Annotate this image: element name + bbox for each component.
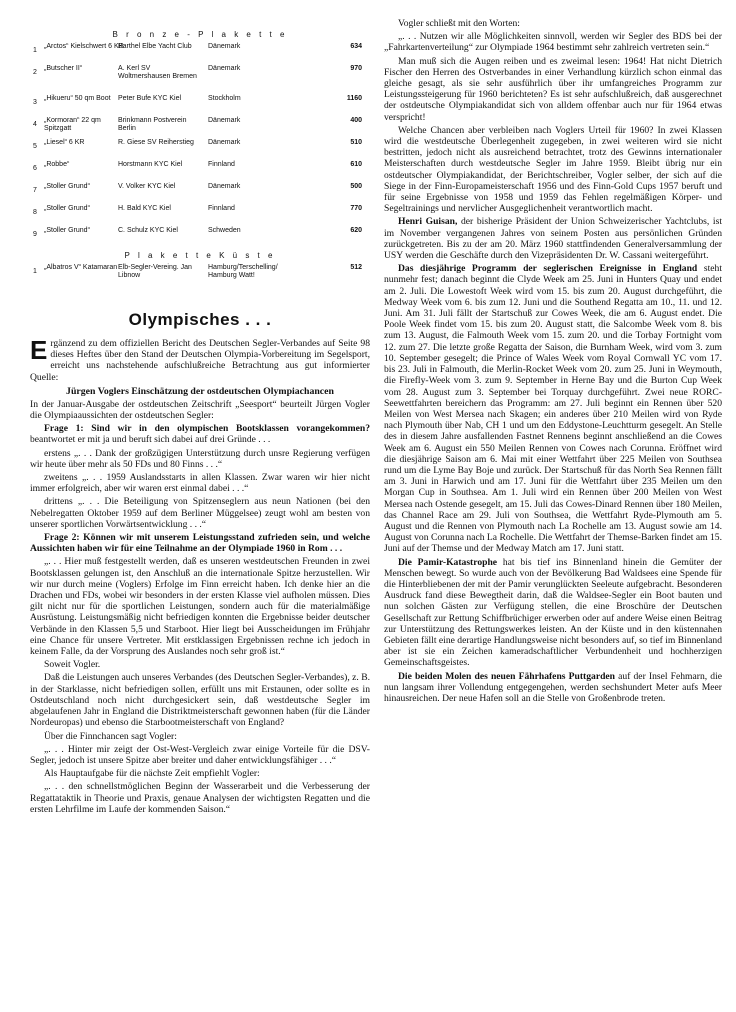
points: 970 <box>350 65 362 72</box>
paragraph: „. . . Nutzen wir alle Möglichkeiten sinnvoll, werden wir Segler des BDS bei der „Fahrkartenverteilung“ zur Olympiade 1964 bestimmt sehr zahlreich vertreten sein.“ <box>384 31 722 54</box>
points: 500 <box>350 183 362 190</box>
paragraph: Henri Guisan, der bisherige Präsident der Union Schweizerischer Yachtclubs, ist im November vergangenen Jahres von seinem Posten aus persönlichen Gründen zurückgetreten. Bis zu der am 20. März 1960 stattfindenden Generalversammlung der USY werden die Geschäfte durch den Vizepräsidenten Dr. W. Cassani weitergeführt. <box>384 216 722 262</box>
boat-name: „Arctos“ Kielschwert 6 KR <box>44 43 124 50</box>
intro-text: rgänzend zu dem offiziellen Bericht des Deutschen Segler-Verbandes auf Seite 98 dieses Heftes über den Stand der Deutschen Olympia-Vorbereitung im Segelsport, erreicht uns nachstehende aufschlußreiche Betrachtung aus gut informierter Quelle: <box>30 338 370 383</box>
sailor-club: A. Kerl SV Woltmershausen Bremen <box>118 65 197 80</box>
paragraph: Die beiden Molen des neuen Fährhafens Puttgarden auf der Insel Fehmarn, die nun langsam ihrer Vollendung entgegengehen, werden sechshundert Meter aufs Meer hinausreichen. Der neue Hafen soll an die Stelle von Großenbrode treten. <box>384 670 722 704</box>
paragraph: Die Pamir-Katastrophe hat bis tief ins Binnenland hinein die Gemüter der Menschen bewegt. So wurde auch von der Bevölkerung Bad Waldsees eine Spende für die Hinterbliebenen der mit der Pamir verunglückten Seeleute aufgebracht. Besonderen Ausdruck fand diese Bewegtheit darin, daß die Waldsee-Segler ein Boot bauten und nun solchen Gästen zur Verfügung stellen, die eine Broschüre der Deutschen Gesellschaft zur Rettung Schiffbrüchiger erwerben oder auf andere Weise einen Beitrag zur Unterstützung des Rettungswerkes leisten. An der Küste und in den küstennahen Gebieten fällt eine derartige Handlungsweise nicht besonders auf, so tief im Binnenland aber ist sie ein Zeichen kameradschaftlicher Verbundenheit und hochherzigen Gemeinschaftsgeistes. <box>384 556 722 669</box>
destination: Hamburg/Terschelling/ Hamburg Watt! <box>208 264 278 279</box>
kueste-row <box>30 264 370 294</box>
right-body-text <box>384 18 722 704</box>
result-row <box>30 95 370 117</box>
points: 770 <box>350 205 362 212</box>
left-body-text <box>30 399 370 815</box>
lead-in: Frage 2: Können wir mit unserem Leistungsstand zufrieden sein, und welche Aussichten haben wir für eine Teilnahme an der Olympiade 1960 in Rom . . . <box>30 532 370 555</box>
boat-name: „Stoller Grund“ <box>44 227 90 234</box>
result-row <box>30 183 370 205</box>
rank: 8 <box>33 209 37 216</box>
rank: 1 <box>33 47 37 54</box>
paragraph: Über die Finnchancen sagt Vogler: <box>44 730 177 742</box>
article-title: Olympisches . . . <box>128 310 272 329</box>
sailor-club: V. Volker KYC Kiel <box>118 183 176 190</box>
paragraph: Man muß sich die Augen reiben und es zweimal lesen: 1964! Hat nicht Dietrich Fischer den Herren des Ostverbandes in einer Verhandlung kürzlich schon einmal das gleiche gesagt, als sie sehr ausführlich über ihr umfangreiches Programm zur Leistungssteigerung für 1960 berichteten? Es ist sehr aufschlußreich, daß ausgerechnet der ostdeutsche Olympiakandidat sich von alldem offenbar auch nur für 1964 etwas verspricht! <box>384 55 722 123</box>
paragraph: Soweit Vogler. <box>44 659 101 671</box>
paragraph: „. . . den schnellstmöglichen Beginn der Wasserarbeit und die Verbesserung der Regattataktik in Theorie und Praxis, genaue Analysen der wichtigsten Regatten und die ersten Lehrfilme im Laufe der kommenden Saison.“ <box>30 781 370 815</box>
paragraph: Welche Chancen aber verbleiben nach Voglers Urteil für 1960? In zwei Klassen wird die westdeutsche Überlegenheit zugegeben, in zwei weiteren wird sie nicht bestritten, jedoch nicht als ausreichend betrachtet, trotz des Gewinns internationaler Meisterschaften durch westdeutsche Segler im Jahre 1959. Bleibt übrig nur ein ostdeutscher Olympiakandidat, der Berichtschreiber, Vogler selber, der sich auf die Siege in der Finn-Europameisterschaft 1956 und des Finn-Gold Cups 1957 beruft und für seine Ergebnisse von 1958 und 1959 das Fehlen regelmäßigen Körper- und Segeltrainings und nervlicher Ausgeglichenheit verantwortlich macht. <box>384 124 722 215</box>
boat-name: „Hikueru“ 50 qm Boot <box>44 95 111 102</box>
section-subheading: Jürgen Voglers Einschätzung der ostdeutschen Olympiachancen <box>66 385 334 397</box>
left-column <box>30 28 370 817</box>
sailor-club: Elb-Segler-Vereing. Jan Libnow <box>118 264 192 279</box>
plakette-kueste-header: P l a k e t t e K ü s t e <box>124 251 276 260</box>
rank: 1 <box>33 268 37 275</box>
sailor-club: Horstmann KYC Kiel <box>118 161 183 168</box>
sailor-club: Peter Bufe KYC Kiel <box>118 95 182 102</box>
paragraph: „. . . Hier muß festgestellt werden, daß es unseren westdeutschen Freunden in zwei Bootsklassen gelungen ist, den Anschluß an die internationale Spitze herzustellen. Wir wir nur durch meine (Voglers) Erfolge im Finn erreicht haben. Ich denke hier an die Drachen und FDs, wobei wir besonders in der ersten Klasse viel aufholen müssen. Dies gilt nicht nur für die sportlichen Leistungen, sondern auch für die materialmäßige Ausrüstung. Leistungsmäßig nicht befriedigen konnten die Ergebnisse beider deutscher Verbände in den Klassen 5,5 und Starboot. Hier liegt bei Ausscheidungen im Frühjahr eine Chance für unsere Vertreter. Mit erstklassigen Ergebnissen rechne ich jedoch in keinem Falle, da der Vorsprung des Auslandes noch sehr groß ist.“ <box>30 556 370 658</box>
drop-cap: E <box>30 335 48 365</box>
result-row <box>30 117 370 139</box>
sailor-club: H. Bald KYC Kiel <box>118 205 171 212</box>
points: 610 <box>350 161 362 168</box>
destination: Schweden <box>208 227 241 234</box>
rank: 4 <box>33 121 37 128</box>
lead-in: Frage 1: Sind wir in den olympischen Bootsklassen vorangekommen? <box>44 423 370 435</box>
paragraph: Frage 1: Sind wir in den olympischen Bootsklassen vorangekommen? beantwortet er mit ja und beruft sich dabei auf drei Gründe . . . <box>30 423 370 446</box>
sailor-club: R. Giese SV Reiherstieg <box>118 139 194 146</box>
destination: Dänemark <box>208 139 241 146</box>
boat-name: „Stoller Grund“ <box>44 205 90 212</box>
paragraph <box>30 532 370 554</box>
destination: Dänemark <box>208 117 241 124</box>
sailor-club: Barthel Elbe Yacht Club <box>118 43 192 50</box>
rank: 9 <box>33 231 37 238</box>
lead-in: Die Pamir-Katastrophe <box>398 556 498 568</box>
boat-name: „Kormoran“ 22 qm Spitzgatt <box>44 117 101 132</box>
result-row <box>30 65 370 95</box>
rank: 6 <box>33 165 37 172</box>
result-row <box>30 43 370 65</box>
destination: Dänemark <box>208 65 241 72</box>
sailor-club: C. Schulz KYC Kiel <box>118 227 178 234</box>
destination: Finnland <box>208 161 235 168</box>
paragraph: zweitens „. . . 1959 Auslandsstarts in allen Klassen. Zwar waren wir hier nicht immer erfolgreich, aber wir waren erst einmal dabei . . .“ <box>30 472 370 495</box>
paragraph: drittens „. . . Die Beteiligung von Spitzenseglern aus neun Nationen (bei den Nebelregatten Oktober 1959 auf dem Berliner Müggelsee) zeugt wohl am besten von unserer sportlichen Vorwärtsentwicklung . . .“ <box>30 496 370 530</box>
points: 510 <box>350 139 362 146</box>
destination: Finnland <box>208 205 235 212</box>
bronze-plakette-header: B r o n z e - P l a k e t t e <box>112 30 288 39</box>
paragraph: Daß die Leistungen auch unseres Verbandes (des Deutschen Segler-Verbandes), z. B. in der Starklasse, nicht befriedigen sollen, erfüllt uns mit Erstaunen, oder sollte es in Ostdeutschland noch nicht durchgesickert sein, daß westdeutsche Segler im abgelaufenen Jahr in England die Distriktmeisterschaft gewonnen haben (für die Länder Nordeuropas) und ebenso die Starbootmeisterschaft von England? <box>30 672 370 729</box>
points: 634 <box>350 43 362 50</box>
boat-name: „Robbe“ <box>44 161 70 168</box>
result-row <box>30 139 370 161</box>
intro-paragraph <box>30 335 370 383</box>
paragraph: In der Januar-Ausgabe der ostdeutschen Zeitschrift „Seesport“ beurteilt Jürgen Vogler die Olympiaaussichten der ostdeutschen Segler: <box>30 398 370 422</box>
rank: 2 <box>33 69 37 76</box>
paragraph: Als Hauptaufgabe für die nächste Zeit empfiehlt Vogler: <box>44 768 260 780</box>
lead-in: Henri Guisan, <box>398 216 458 228</box>
rank: 7 <box>33 187 37 194</box>
destination: Dänemark <box>208 43 241 50</box>
result-row <box>30 227 370 249</box>
rank: 3 <box>33 99 37 106</box>
boat-name: „Liesel“ 6 KR <box>44 139 85 146</box>
boat-name: „Butscher II“ <box>44 65 83 72</box>
results-table <box>30 43 370 249</box>
points: 1160 <box>346 95 362 102</box>
boat-name: „Stoller Grund“ <box>44 183 90 190</box>
destination: Stockholm <box>208 95 241 102</box>
points: 620 <box>350 227 362 234</box>
sailor-club: Brinkmann Postverein Berlin <box>118 117 187 132</box>
boat-name: „Albatros V“ Katamaran <box>44 264 118 271</box>
points: 512 <box>350 264 362 271</box>
result-row <box>30 205 370 227</box>
points: 400 <box>350 117 362 124</box>
paragraph: „. . . Hinter mir zeigt der Ost-West-Vergleich zwar einige Vorteile für die DSV-Segler, jedoch ist unsere Spitze aber breiter und daher entwicklungsfähiger . . .“ <box>30 743 370 766</box>
rank: 5 <box>33 143 37 150</box>
paragraph: erstens „. . . Dank der großzügigen Unterstützung durch unsre Regierung verfügen wir heute über mehr als 50 FDs und 80 Finns . . .“ <box>30 447 370 470</box>
paragraph: Vogler schließt mit den Worten: <box>398 18 520 29</box>
right-column <box>384 18 722 706</box>
lead-in: Das diesjährige Programm der seglerischen Ereignisse in England <box>398 263 698 275</box>
destination: Dänemark <box>208 183 241 190</box>
lead-in: Die beiden Molen des neuen Fährhafens Puttgarden <box>398 670 616 682</box>
paragraph: Das diesjährige Programm der seglerischen Ereignisse in England steht nunmehr fest; danach beginnt die Clyde Week am 25. Juni in Hunters Quay und endet am 2. Juli. Die Lowestoft Week wird vom 15. bis zum 20. August durchgeführt, die Medway Week vom 6. bis zum 12. Juni und die Southend Regatta am 10., 11. und 12. Juni. Am 31. Juli fällt der Startschuß zur Cowes Week, die am 6. August endet. Die Poole Week findet vom 15. bis zum 20. August statt, die Salcombe Week vom 8. bis zum 13. August, die Falmouth Week vom 15. zum 20. und die Torbay Fortnight vom 12. zum 27. Die letzte große Regatta der Saison, die Burnham Week, wird vom 3. zum 10. September gesegelt; die Prince of Wales Week vom Royal Cornwall YC vom 17. bis 23. Juli in Falmouth, die Merlin-Rocket Week vom 20. zum 25. Juni in Weymouth, die Firefly-Week vom 3. zum 9. September in Herne Bay und die Burton Cup Week vom 28. August zum 3. September bei Torquay durchgeführt. Zwei neue RORC-Seewettfahrten bereichern das Programm: am 27. Juli beginnt ein Rennen über 520 Meilen von West Mersea nach Skagen; ein anderes über 210 Meilen wird von Ryde nach Plymouth über Nab, CH 1 und um den Eddystone-Leuchtturm gesegelt. An Stelle des in diesem Jahre ausfallenden Fastnet Rennens beginnt anschließend an die Cowes Week am 6. August ein 550 Meilen Rennen von Cowes nach Corunna. Eröffnet wird die diesjährige Saison am 6. Mai mit einer Wettfahrt über 225 Meilen von Southsea rund um die Lyme Bay Boje und zurück. Der Startschuß für das North Sea Rennen fällt am 3. Juni in Harwich und am 17. Juni für die Wettfahrt über 235 Meilen um den Morgan Cup in Southsea. Am 1. Juli wird ein Rennen über 200 Meilen von West Mersea nach Ostende gesegelt, am 15. Juli das Cowes-Dinard Rennen über 180 Meilen, das Channel Race am 29. Juli von Southsea, die Wettfahrt Ryde-Plymouth am 5. August und die Rennen von Plymouth nach La Rochelle am 13. August sowie am 14. August von Corunna nach La Rochelle. Die Wettfahrt der Themse-Barken findet am 15. Juni auf der Themse und der Medway Match am 17. Juni statt. <box>384 263 722 555</box>
result-row <box>30 161 370 183</box>
